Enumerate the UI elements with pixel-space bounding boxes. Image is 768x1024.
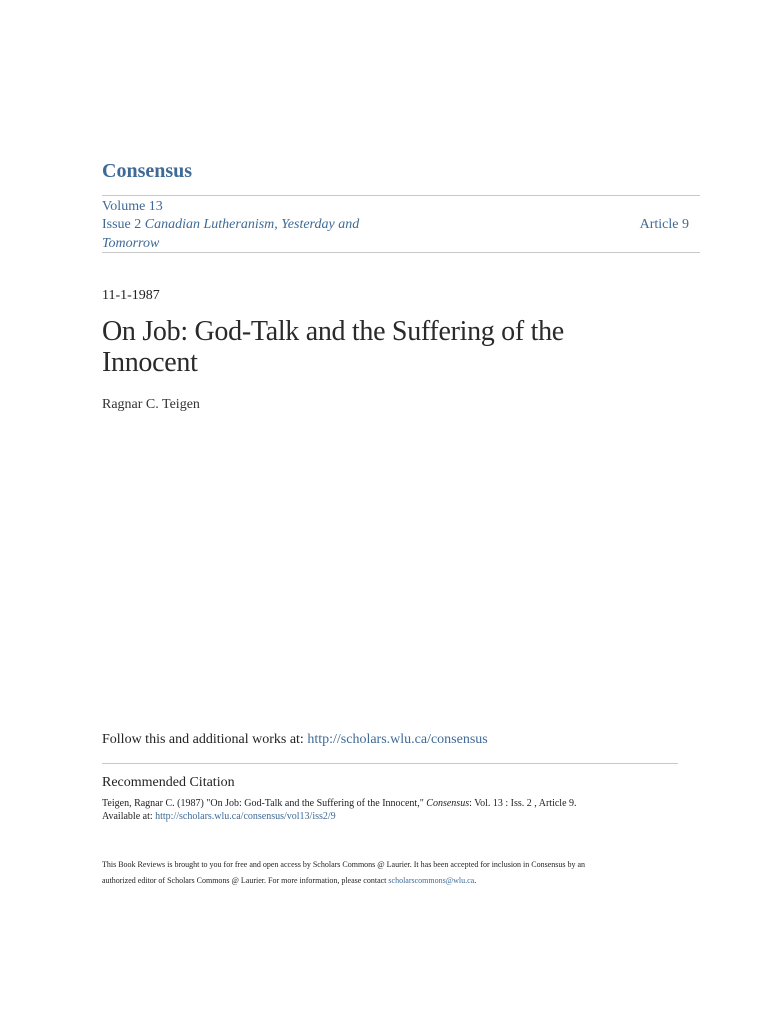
volume-link[interactable]: Volume 13 [102, 199, 163, 214]
author-name: Ragnar C. Teigen [102, 397, 200, 412]
available-link[interactable]: http://scholars.wlu.ca/consensus/vol13/iss2/9 [155, 811, 336, 822]
citation-line1-pre: Teigen, Ragnar C. (1987) "On Job: God-Talk and the Suffering of the Innocent," [102, 798, 427, 809]
top-divider [102, 195, 700, 196]
journal-title[interactable]: Consensus [102, 160, 193, 182]
issue-title-line2: Tomorrow [102, 236, 160, 251]
title-line2: Innocent [102, 347, 198, 378]
contact-email-link[interactable]: scholarscommons@wlu.ca [388, 876, 475, 885]
notice-line2-pre: authorized editor of Scholars Commons @ Laurier. For more information, please contact [102, 876, 389, 885]
citation-text [102, 797, 702, 823]
issue-prefix: Issue 2 [102, 217, 145, 232]
issue-divider [102, 252, 700, 253]
article-title [102, 316, 622, 378]
follow-link[interactable]: http://scholars.wlu.ca/consensus [307, 732, 488, 747]
title-line1: On Job: God-Talk and the Suffering of the [102, 316, 564, 347]
citation-journal: Consensus [426, 798, 470, 809]
access-notice [102, 857, 682, 889]
follow-text: Follow this and additional works at: [102, 732, 308, 747]
article-link[interactable]: Article 9 [639, 217, 689, 232]
follow-line [102, 732, 488, 748]
publication-date: 11-1-1987 [102, 288, 160, 303]
issue-link[interactable] [102, 215, 402, 253]
citation-divider [102, 763, 678, 764]
citation-line1-post: : Vol. 13 : Iss. 2 , Article 9. [469, 798, 577, 809]
citation-heading: Recommended Citation [102, 775, 235, 790]
available-label: Available at: [102, 811, 156, 822]
issue-title-line1: Canadian Lutheranism, Yesterday and [144, 217, 360, 232]
notice-line1: This Book Reviews is brought to you for free and open access by Scholars Commons @ Laurier. It has been accepted for inclusion in Consensus by an [102, 860, 586, 869]
notice-line2-post: . [474, 876, 477, 885]
